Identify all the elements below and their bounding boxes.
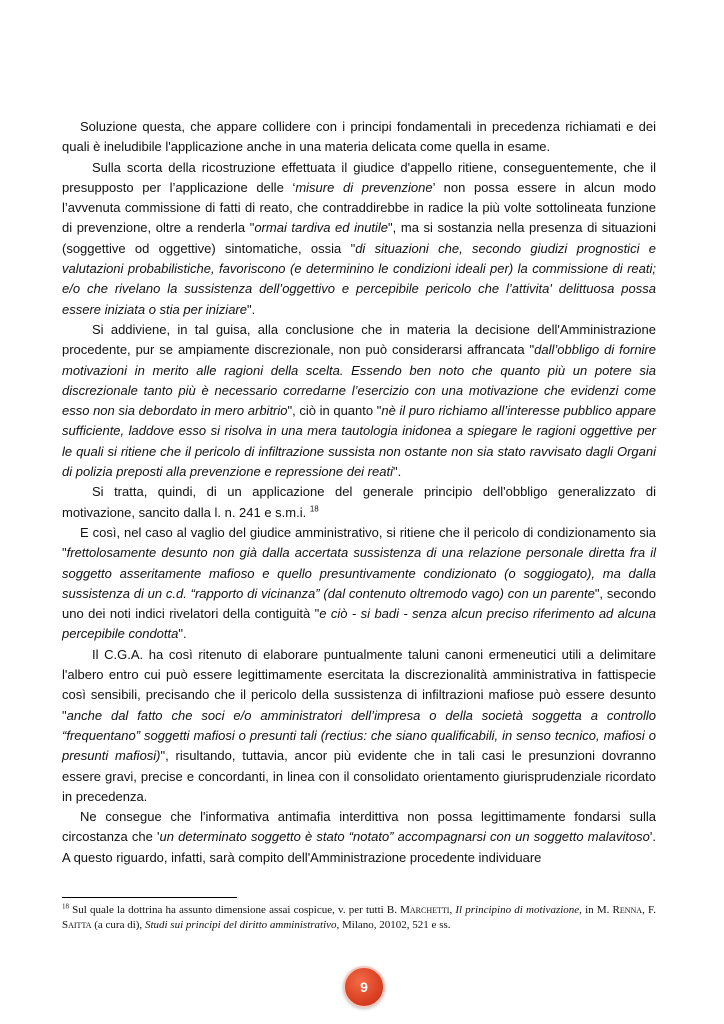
paragraph-4: Si tratta, quindi, di un applicazione del generale principio dell'obbligo generalizzato di motivazione, sancito dalla l. n. 241 e s.m.i. $^{18}$ — [62, 484, 656, 520]
footnote-18: $^{18}$ Sul quale la dottrina ha assunto dimensione assai cospicue, v. per tutti B. Marchetti, Il principino di motivazione, in M. Renna, F. Saitta (a cura di), Studi sui principi del diritto amministrativo, Milano, 20102, 521 e ss. — [62, 902, 656, 931]
body-text — [62, 117, 656, 868]
paragraph-2: Sulla scorta della ricostruzione effettuata il giudice d'appello ritiene, conseguentemente, che il presupposto per l’applicazione delle ‘misure di prevenzione’ non possa essere in alcun modo l’avvenuta commissione di fatti di reato, che contraddirebbe in radice la più volte sottolineata funzione di prevenzione, oltre a renderla "ormai tardiva ed inutile", ma si sostanzia nella presenza di situazioni (soggettive od oggettive) sintomatiche, ossia "di situazioni che, secondo giudizi prognostici e valutazioni probabilistiche, favoriscono (e determinino le condizioni ideali per) la commissione di reati; e/o che rivelano la sussistenza dell’oggettivo e percepibile pericolo che l’attivita' delittuosa possa essere iniziata o stia per iniziare". — [62, 159, 657, 317]
page-number: 9 — [360, 979, 368, 995]
paragraph-5: E così, nel caso al vaglio del giudice amministrativo, si ritiene che il pericolo di condizionamento sia "frettolosamente desunto non già dalla accertata sussistenza di una relazione personale diretta fra il soggetto asseritamente mafioso e quello presuntivamente condizionato (o soggiogato), ma dalla sussistenza di un c.d. “rapporto di vicinanza” (dal contenuto oltremodo vago) con un parente", secondo uno dei noti indici rivelatori della contiguità "e ciò - si badi - senza alcun preciso riferimento ad alcuna percepibile condotta". — [62, 524, 656, 642]
paragraph-3: Si addiviene, in tal guisa, alla conclusione che in materia la decisione dell'Amministrazione procedente, pur se ampiamente discrezionale, non può considerarsi affrancata "dall’obbligo di fornire motivazioni in merito alle ragioni della scelta. Essendo ben noto che quanto più un potere sia discrezionale tanto più è necessario corredarne l’esercizio con una motivazione che evidenzi come esso non sia debordato in mero arbitrio", ciò in quanto "nè il puro richiamo all’interesse pubblico appare sufficiente, laddove esso si risolva in una mera tautologia inidonea a spiegare le ragioni oggettive per le quali si ritiene che il pericolo di infiltrazione sussista non ostante non sia stato ravvisato dagli Organi di polizia preposti alla prevenzione e repressione dei reati". — [62, 321, 656, 480]
footnote-reference[interactable]: 18 — [309, 504, 319, 514]
footnote-number: 18 — [62, 902, 69, 911]
page-number-badge — [343, 966, 385, 1008]
paragraph-1: Soluzione questa, che appare collidere con i principi fondamentali in precedenza richiamati e dei quali è ineludibile l'applicazione anche in una materia delicata come quella in esame. — [62, 119, 656, 155]
paragraph-7: Ne consegue che l'informativa antimafia interdittiva non possa legittimamente fondarsi sulla circostanza che 'un determinato soggetto è stato “notato” accompagnarsi con un soggetto malavitoso'. A questo riguardo, infatti, sarà compito dell'Amministrazione procedente individuare — [62, 809, 656, 865]
footnote-separator — [62, 897, 237, 898]
paragraph-6: Il C.G.A. ha così ritenuto di elaborare puntualmente taluni canoni ermeneutici utili a delimitare l'albero entro cui può essere legittimamente esercitata la discrezionalità amministrativa in fattispecie così sensibili, precisando che il pericolo della sussistenza di infiltrazioni mafiose può essere desunto "anche dal fatto che soci e/o amministratori dell’impresa o della società soggetta a controllo “frequentano” soggetti mafiosi o presunti tali (rectius: che siano qualificabili, in senso tecnico, mafiosi o presunti mafiosi)", risultando, tuttavia, ancor più evidente che in tali casi le presunzioni dovranno essere gravi, precise e concordanti, in linea con il consolidato orientamento giurisprudenziale ricordato in precedenza. — [62, 646, 656, 804]
